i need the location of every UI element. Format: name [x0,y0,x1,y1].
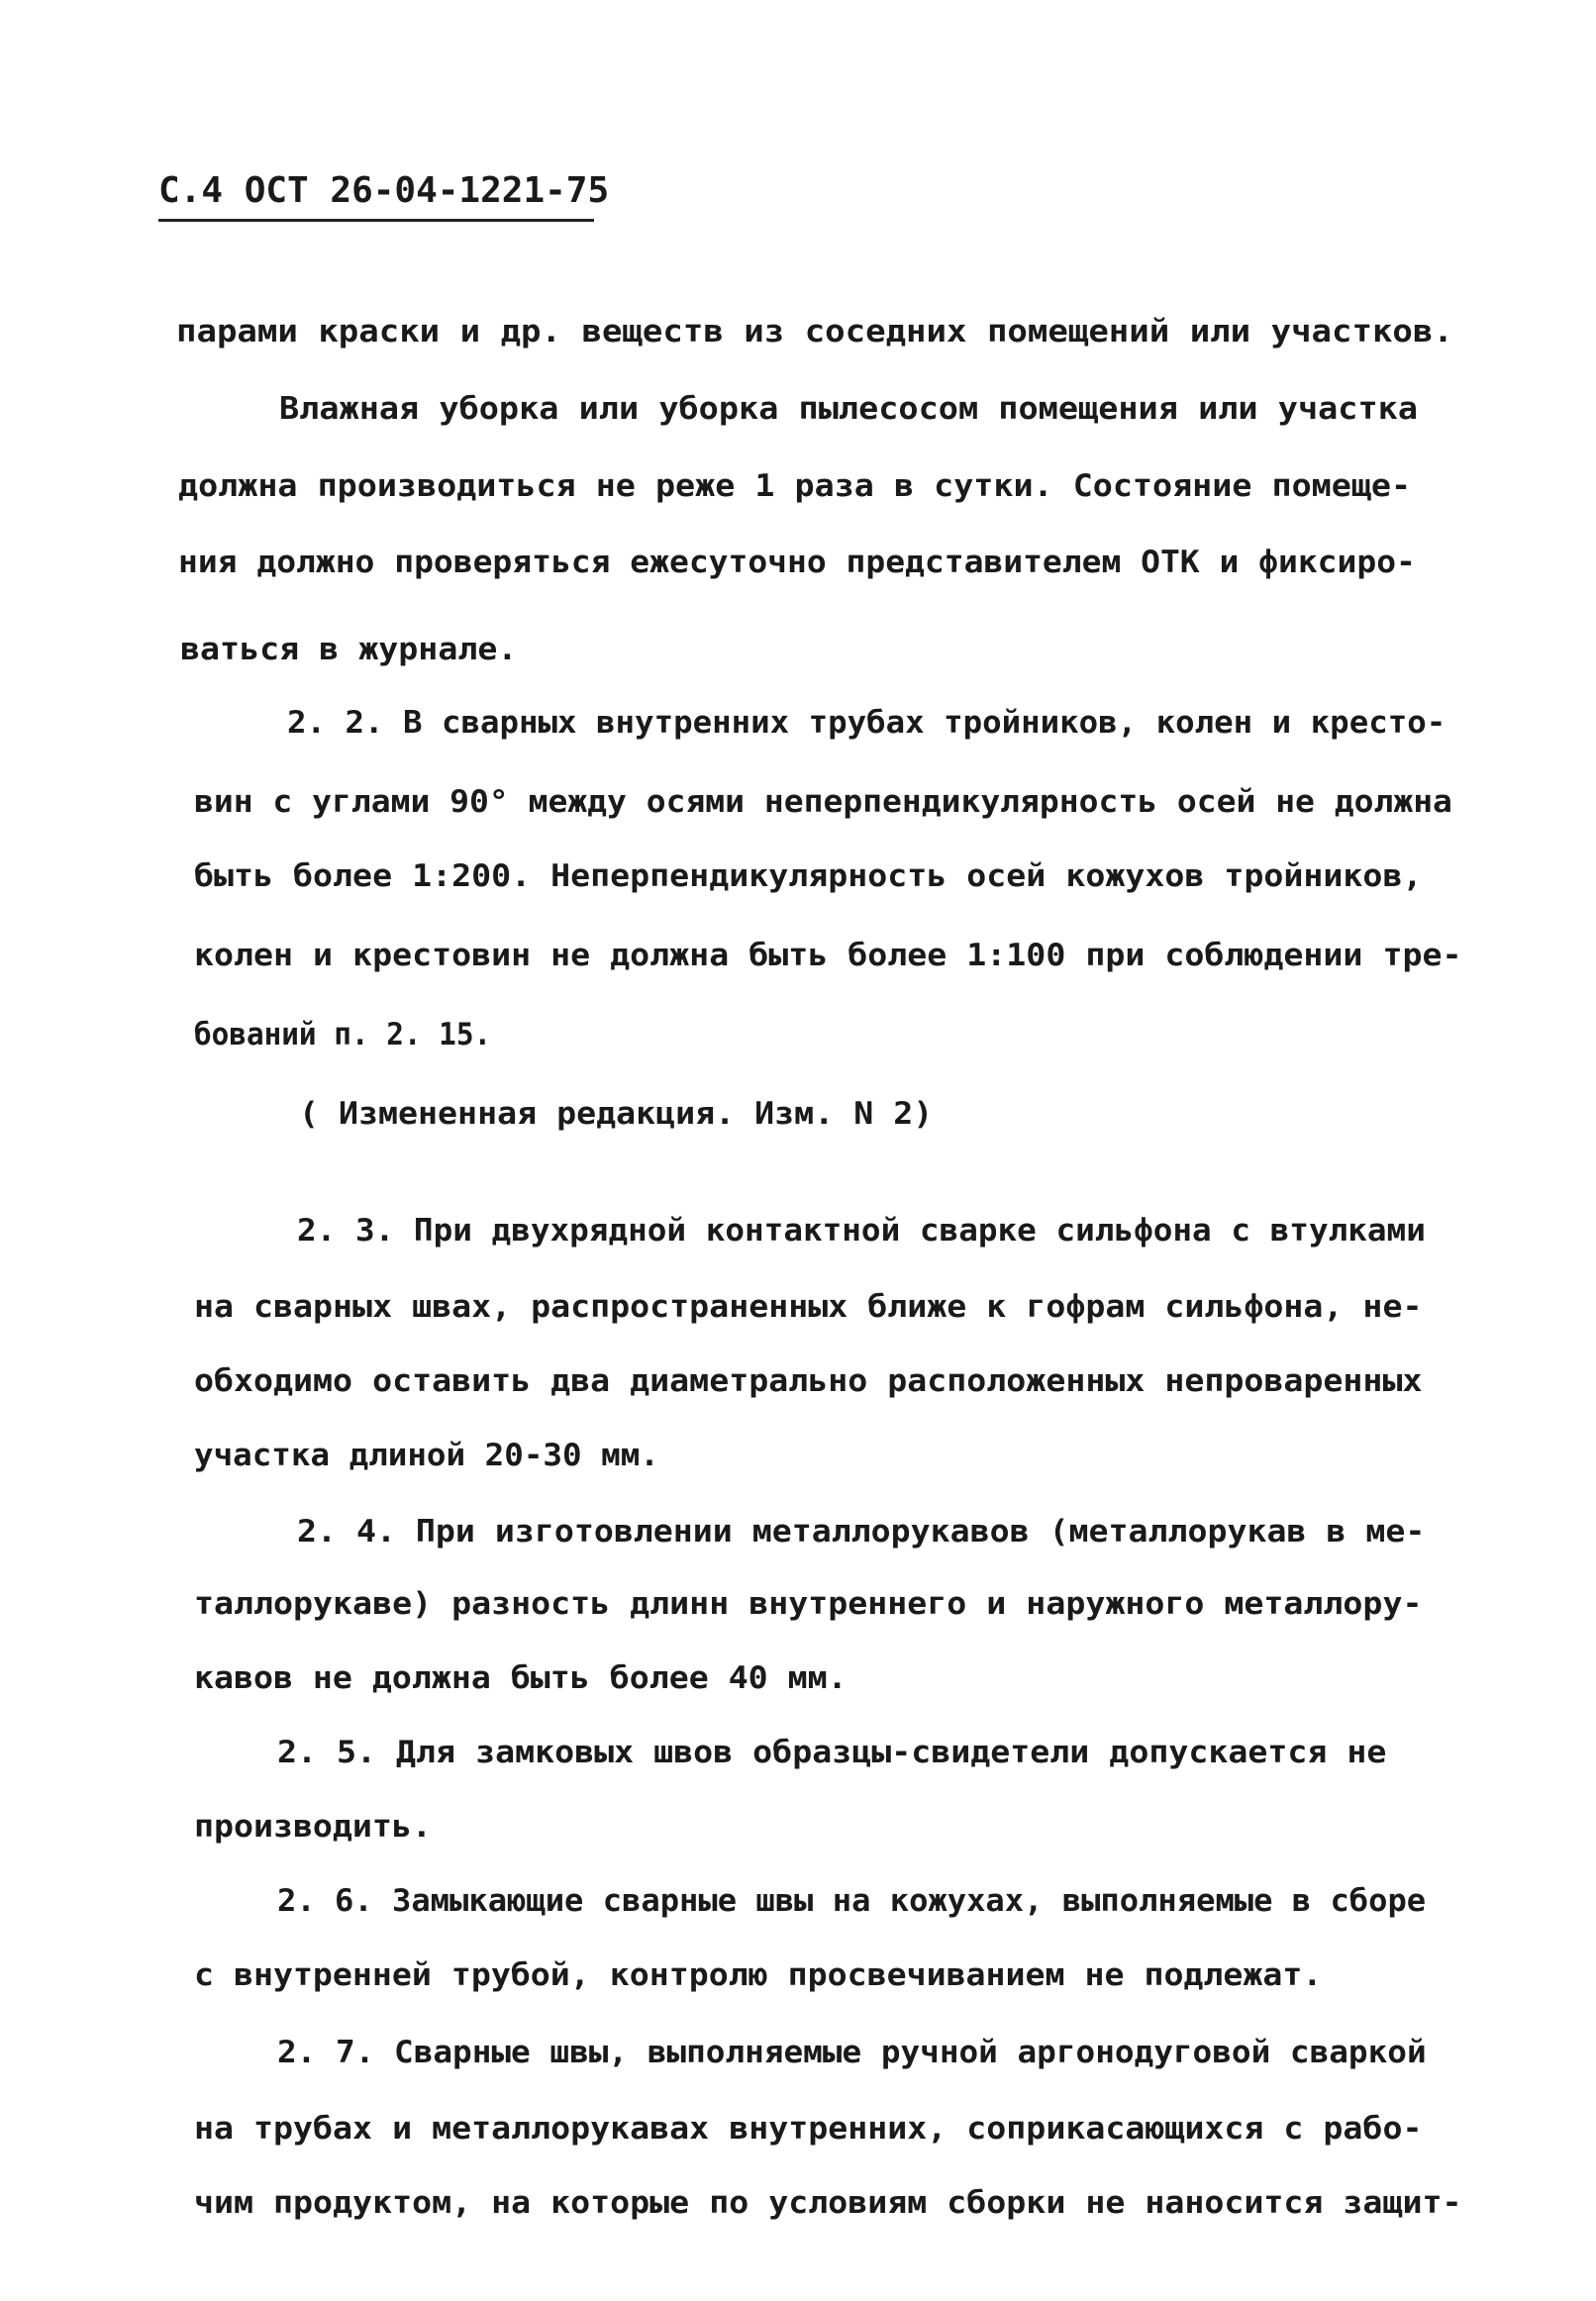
text-line: ( Измененная редакция. Изм. N 2) [299,1096,934,1132]
text-line: быть более 1:200. Неперпендикулярность осей кожухов тройников, [194,858,1423,894]
text-line: Влажная уборка или уборка пылесосом помещения или участка [279,391,1418,427]
text-line: вин с углами 90° между осями неперпендикулярность осей не должна [194,784,1452,820]
text-line: колен и крестовин не должна быть более 1:100 при соблюдении тре- [194,938,1462,973]
text-line: обходимо оставить два диаметрально расположенных непроваренных [194,1363,1423,1399]
text-line: на сварных швах, распространенных ближе к гофрам сильфона, не- [194,1289,1423,1325]
text-line: чим продуктом, на которые по условиям сборки не наносится защит- [194,2185,1462,2221]
text-line: парами краски и др. веществ из соседних помещений или участков. [176,314,1453,350]
text-line: 2. 3. При двухрядной контактной сварке сильфона с втулками [297,1213,1426,1249]
text-line: ния должно проверяться ежесуточно представителем ОТК и фиксиро- [178,545,1416,580]
text-line: должна производиться не реже 1 раза в сутки. Состояние помеще- [178,468,1412,504]
text-line: 2. 5. Для замковых швов образцы-свидетели допускается не [277,1735,1387,1770]
text-line: кавов не должна быть более 40 мм. [194,1660,848,1696]
text-line: 2. 6. Замыкающие сварные швы на кожухах, выполняемые в сборе [277,1883,1427,1919]
text-line: участка длиной 20-30 мм. [194,1438,659,1473]
text-line: таллорукаве) разность длинн внутреннего и наружного металлору- [194,1586,1423,1622]
text-line: ваться в журнале. [180,632,518,667]
text-line: 2. 4. При изготовлении металлорукавов (металлорукав в ме- [297,1514,1426,1550]
text-line: с внутренней трубой, контролю просвечиванием не подлежат. [194,1957,1323,1993]
text-line: 2. 7. Сварные швы, выполняемые ручной аргонодуговой сваркой [277,2035,1427,2070]
page-header: С.4 ОСТ 26-04-1221-75 [158,170,594,222]
text-line: производить. [194,1809,432,1845]
text-line: на трубах и металлорукавах внутренних, соприкасающихся с рабо- [194,2111,1423,2147]
text-line: 2. 2. В сварных внутренних трубах тройников, колен и кресто- [287,705,1446,741]
text-line: бований п. 2. 15. [194,1017,492,1052]
